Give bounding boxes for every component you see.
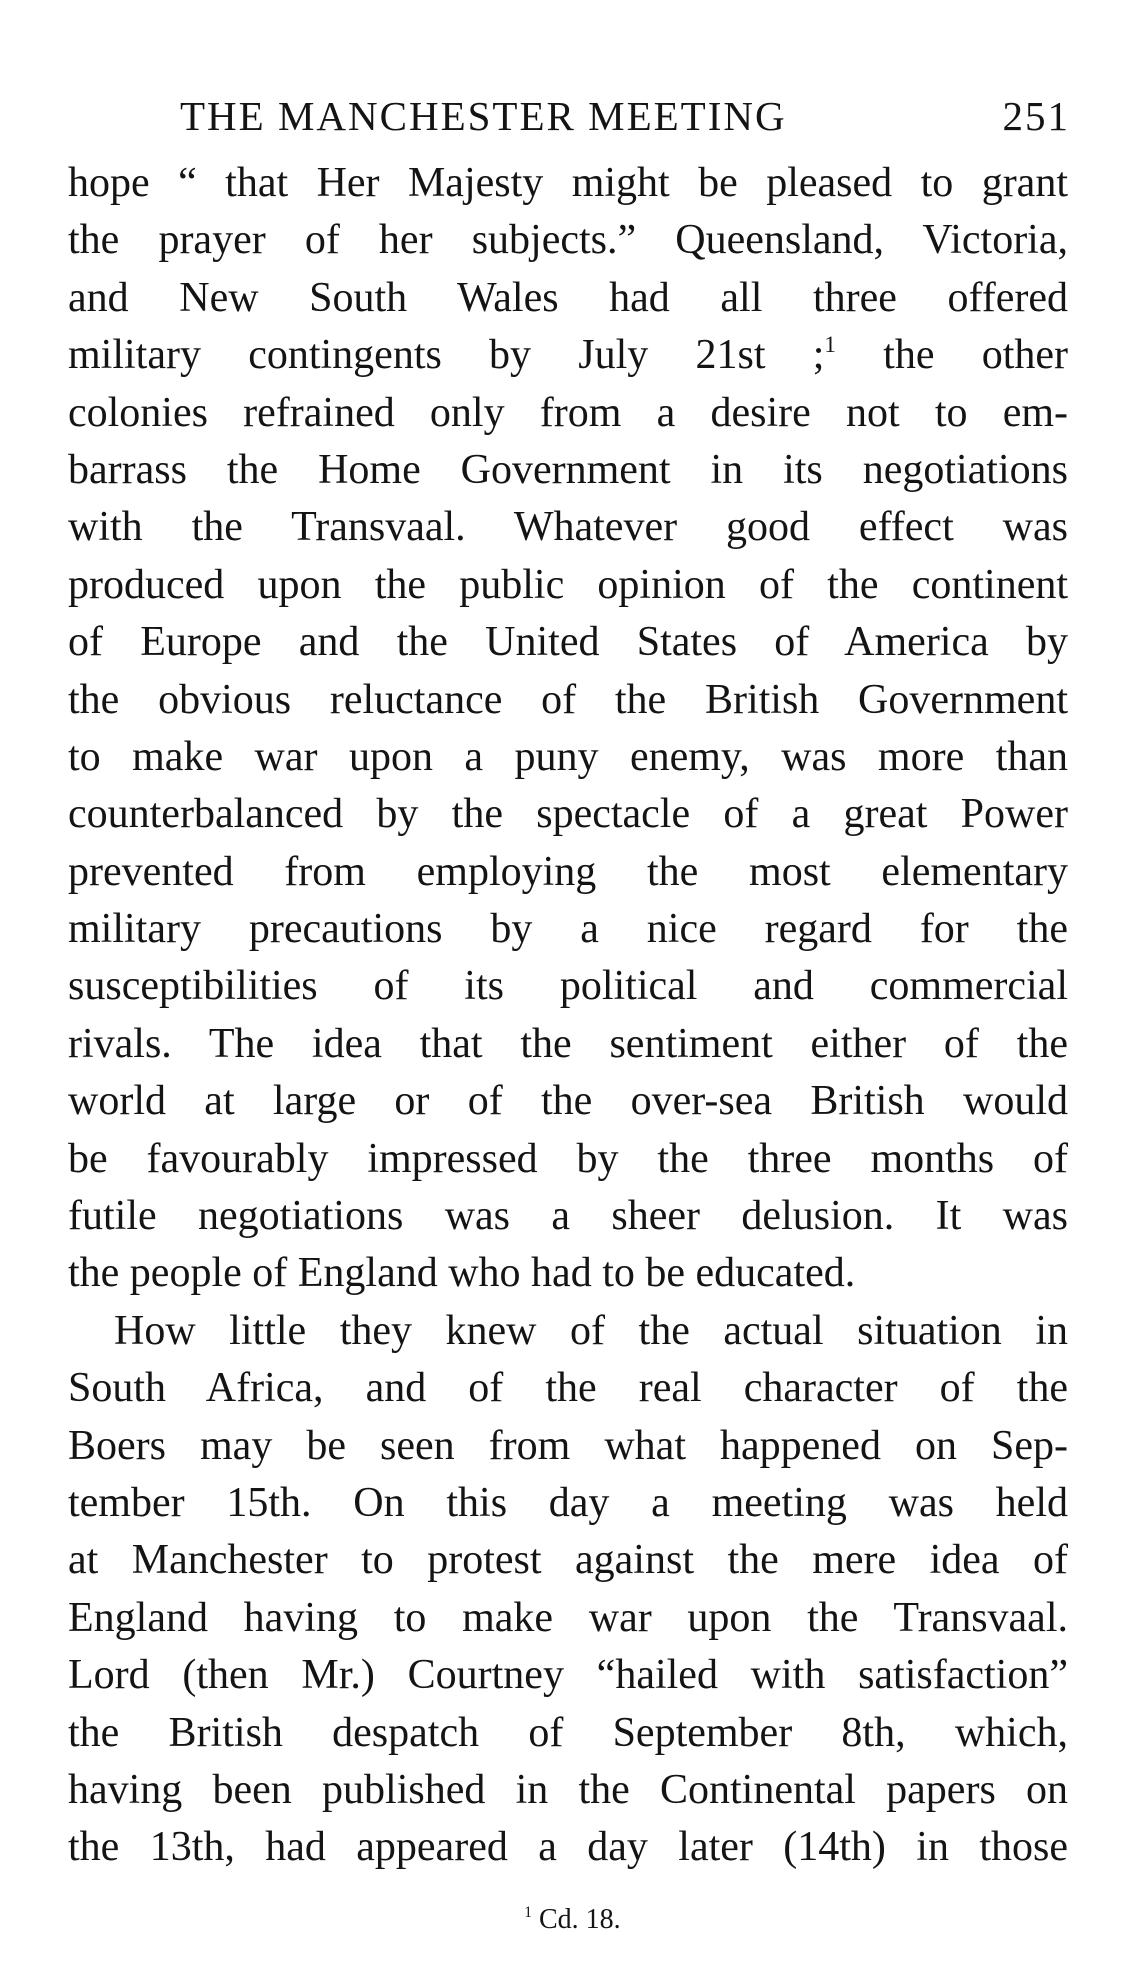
- text-line: Boers may be seen from what happened on Sep-: [68, 1422, 1068, 1469]
- text-line: the people of England who had to be educated.: [68, 1250, 856, 1297]
- footnote-text: Cd. 18.: [532, 1904, 621, 1935]
- text-line: to make war upon a puny enemy, was more than: [68, 733, 1068, 780]
- text-line: having been published in the Continental papers on: [68, 1766, 1068, 1813]
- text-line: susceptibilities of its political and commercial: [68, 963, 1068, 1010]
- text-line-part: military contingents by July 21st ;: [68, 332, 825, 379]
- page-number: 251: [1002, 93, 1070, 139]
- text-line: world at large or of the over-sea British would: [68, 1078, 1068, 1125]
- text-line: military precautions by a nice regard for the: [68, 906, 1068, 953]
- body-text: [68, 155, 1068, 1877]
- running-title: THE MANCHESTER MEETING: [180, 93, 787, 139]
- text-line: with the Transvaal. Whatever good effect was: [68, 504, 1068, 551]
- text-line: the 13th, had appeared a day later (14th) in those: [68, 1824, 1068, 1871]
- text-line: be favourably impressed by the three months of: [68, 1135, 1068, 1182]
- text-line: and New South Wales had all three offered: [68, 274, 1068, 321]
- text-line: the obvious reluctance of the British Government: [68, 676, 1068, 723]
- text-line: prevented from employing the most elementary: [68, 848, 1068, 895]
- page-header: [180, 86, 1070, 146]
- text-line: tember 15th. On this day a meeting was held: [68, 1479, 1068, 1526]
- text-line-part: the other: [835, 332, 1068, 379]
- footnote-marker: 1: [524, 1904, 532, 1922]
- text-line: the prayer of her subjects.” Queensland, Victoria,: [68, 217, 1068, 264]
- text-line: the British despatch of September 8th, which,: [68, 1709, 1068, 1756]
- text-line-with-footnote-ref: [68, 327, 1068, 384]
- text-line: at Manchester to protest against the mere idea of: [68, 1537, 1068, 1584]
- text-line: barrass the Home Government in its negotiations: [68, 446, 1068, 493]
- text-line: colonies refrained only from a desire not to em-: [68, 389, 1068, 436]
- text-line: counterbalanced by the spectacle of a great Power: [68, 791, 1068, 838]
- text-line: hope “ that Her Majesty might be pleased to grant: [68, 160, 1068, 206]
- footnote: [0, 1900, 1145, 1940]
- text-line: produced upon the public opinion of the continent: [68, 561, 1068, 608]
- text-line: of Europe and the United States of America by: [68, 619, 1068, 666]
- paragraph-start-line: How little they knew of the actual situation in: [114, 1307, 1068, 1354]
- text-line: futile negotiations was a sheer delusion. It was: [68, 1193, 1068, 1240]
- text-line: Lord (then Mr.) Courtney “hailed with satisfaction”: [68, 1652, 1068, 1699]
- text-line: South Africa, and of the real character of the: [68, 1365, 1068, 1412]
- text-line: England having to make war upon the Transvaal.: [68, 1594, 1068, 1641]
- footnote-reference: 1: [824, 331, 836, 358]
- text-line: rivals. The idea that the sentiment either of the: [68, 1020, 1068, 1067]
